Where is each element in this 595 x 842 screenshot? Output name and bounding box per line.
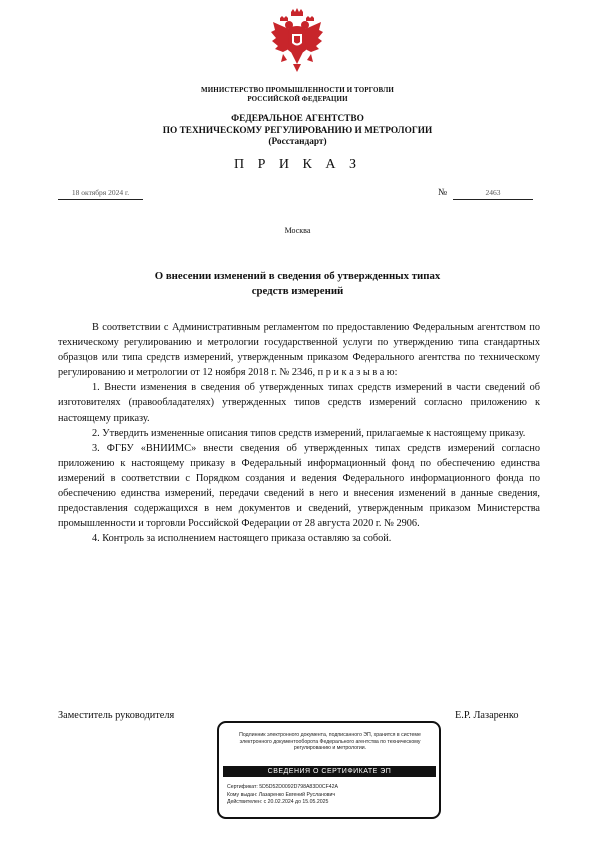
stamp-certificate-validity: Действителен: с 20.02.2024 до 15.05.2025 (227, 799, 329, 805)
item-1-paragraph: 1. Внести изменения в сведения об утвержденных типах средств измерений в части сведений об изготовителях (правообладателях) утвержденных типов средств измерений согласно приложению к настоящему приказу. (58, 382, 540, 424)
coat-of-arms-emblem (269, 8, 325, 74)
document-type-heading: П Р И К А З (234, 157, 361, 172)
document-date: 18 октября 2024 г. (58, 187, 143, 200)
agency-line-1: ФЕДЕРАЛЬНОЕ АГЕНТСТВО (231, 114, 364, 124)
item-4-paragraph: 4. Контроль за исполнением настоящего приказа оставляю за собой. (92, 533, 392, 545)
stamp-certificate-owner: Кому выдан: Лазаренко Евгений Русланович (227, 791, 336, 798)
agency-line-2: ПО ТЕХНИЧЕСКОМУ РЕГУЛИРОВАНИЮ И МЕТРОЛОГИИ (162, 125, 433, 136)
ministry-name (0, 86, 595, 103)
number-sign: № (438, 188, 448, 198)
item-2-paragraph: 2. Утвердить измененные описания типов средств измерений, прилагаемые к настоящему приказу. (92, 427, 526, 439)
stamp-certificate-details (227, 784, 433, 807)
agency-name (0, 114, 595, 149)
electronic-signature-stamp (217, 721, 441, 819)
document-title (0, 269, 595, 299)
title-line-1: О внесении изменений в сведения об утвержденных типах (154, 270, 441, 282)
stamp-notice: Подлинник электронного документа, подписанного ЭП, хранится в системе электронного документооборота Федерального агентства по техническому регулированию и метрологии. (239, 732, 421, 752)
ministry-line-2: РОССИЙСКОЙ ФЕДЕРАЦИИ (247, 94, 348, 103)
ministry-line-1: МИНИСТЕРСТВО ПРОМЫШЛЕННОСТИ И ТОРГОВЛИ (201, 86, 394, 94)
item-3-paragraph: 3. ФГБУ «ВНИИМС» внести сведения об утвержденных типах средств измерений согласно приложению к настоящему приказу в Федеральный информационный фонд по обеспечению единства измерений в соответствии с Порядком создания и ведения Федерального информационного фонда по обеспечению единства измерений, передачи сведений в него и внесения изменений в данные сведения, предоставления содержащихся в нем документов и сведений, утвержденным приказом Министерства промышленности и торговли Российской Федерации от 28 августа 2020 г. № 2906. (58, 442, 540, 530)
agency-line-3: (Росстандарт) (268, 137, 327, 147)
stamp-certificate-serial: Сертификат: 5D5D52D0092D798A83D0CF42A (227, 784, 338, 790)
stamp-certificate-header: СВЕДЕНИЯ О СЕРТИФИКАТЕ ЭП (223, 766, 436, 777)
signer-title: Заместитель руководителя (58, 710, 175, 721)
document-body (58, 320, 540, 546)
document-number: 2463 (453, 187, 533, 200)
preamble-paragraph: В соответствии с Административным регламентом по предоставлению Федеральным агентством по техническому регулированию и метрологии государственной услуги по утверждению типа стандартных образцов или типа средств измерений, утвержденным приказом Федерального агентства по техническому регулированию и метрологии от 12 ноября 2018 г. № 2346, п р и к а з ы в а ю: (58, 322, 540, 379)
signer-name: Е.Р. Лазаренко (455, 710, 519, 721)
city: Москва (284, 226, 311, 235)
title-line-2: средств измерений (251, 285, 344, 297)
